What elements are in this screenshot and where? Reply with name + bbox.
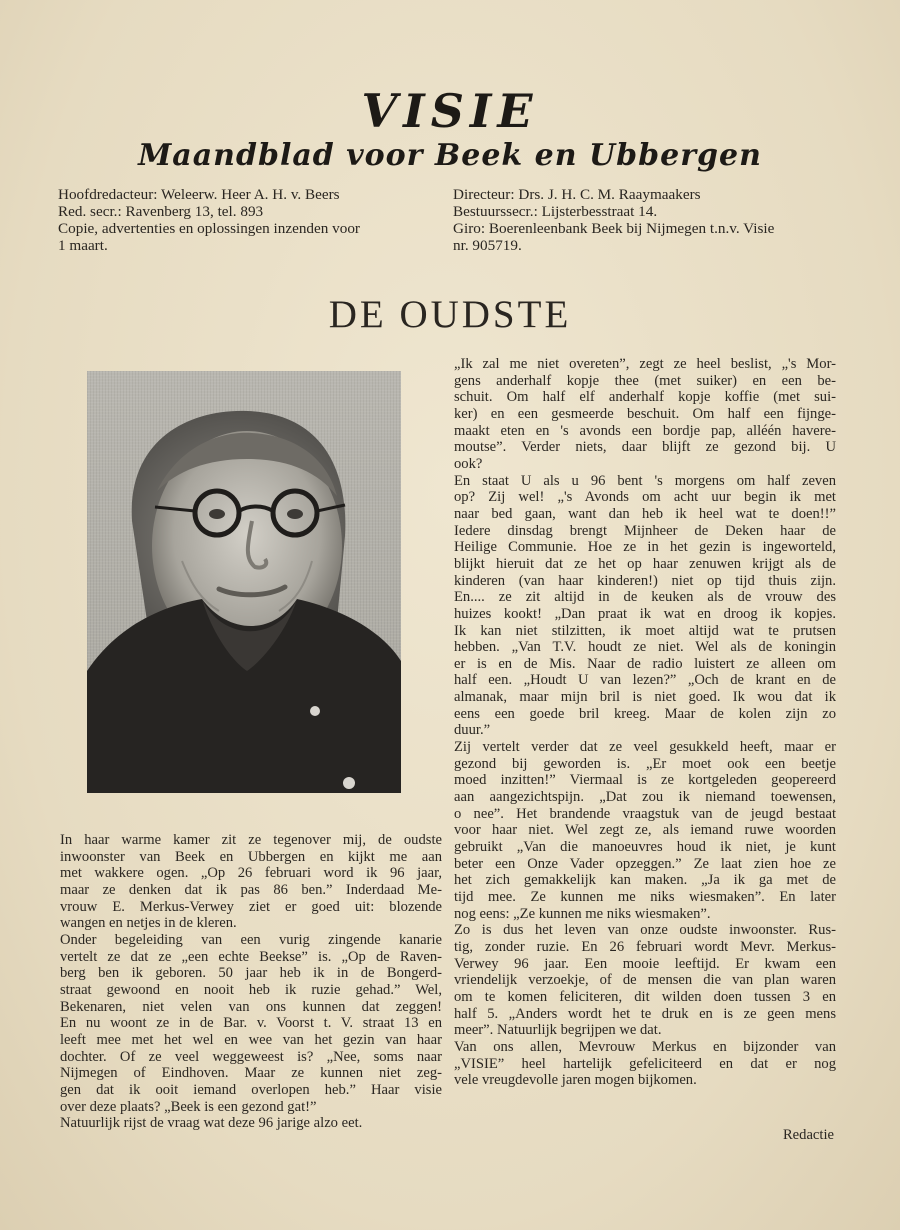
meta-line: Hoofdredacteur: Weleerw. Heer A. H. v. Beers	[58, 186, 340, 203]
text-line: En staat U als u 96 bent 's morgens om half zeven	[454, 472, 836, 489]
text-line: Natuurlijk rijst de vraag wat deze 96 jarige alzo eet.	[60, 1115, 363, 1132]
text-line: maakt eten en 's avonds een bordje pap, alléén havere-	[454, 422, 836, 439]
masthead-title: VISIE	[361, 84, 539, 138]
text-line: vriendelijk verzoekje, of de mensen die van plan waren	[454, 972, 836, 989]
portrait-illustration	[87, 371, 401, 793]
text-line: gen dat ik ooit iemand overlopen heb.” Haar visie	[60, 1081, 442, 1098]
text-line: vele vreugdevolle jaren mogen bijkomen.	[454, 1072, 697, 1089]
text-line: Van ons allen, Mevrouw Merkus en bijzonder van	[454, 1038, 836, 1055]
masthead-subtitle: Maandblad voor Beek en Ubbergen	[138, 138, 762, 173]
text-line: aan aangezichtspijn. „Dat zou ik niemand toewensen,	[454, 789, 836, 806]
text-line: Zo is dus het leven van onze oudste inwoonster. Rus-	[454, 922, 836, 939]
text-line: eens een goede bril kreeg. Maar de kolen zijn zo	[454, 705, 836, 722]
meta-line: Directeur: Drs. J. H. C. M. Raaymaakers	[453, 186, 701, 203]
text-line: huizes kookt! „Dan praat ik wat en droog ik kopjes.	[454, 605, 836, 622]
text-line: naar bed gaan, want dan heb ik heel wat te doen!!”	[454, 505, 836, 522]
portrait-photo	[87, 371, 401, 793]
text-line: moutse”. Verder niets, daar blijft ze gezond bij. U	[454, 439, 836, 456]
text-line: schuit. Om half elf anderhalf kopje koffie (met sui-	[454, 389, 836, 406]
text-line: „Ik zal me niet overeten”, zegt ze heel beslist, „'s Mor-	[454, 356, 836, 372]
text-line: blijkt hieruit dat ze het op haar zenuwen krijgt als de	[454, 555, 836, 572]
article-signature: Redactie	[782, 1127, 834, 1143]
text-line: berg ben ik geboren. 50 jaar heb ik in de Bongerd-	[60, 965, 442, 982]
text-line: beter een Onze Vader opzeggen.” Ze laat zien hoe ze	[454, 855, 836, 872]
text-line: o nee”. Het brandende vraagstuk van de jeugd bestaat	[454, 805, 836, 822]
editorial-info	[58, 186, 418, 254]
text-line: gens anderhalf kopje thee (met suiker) en een be-	[454, 372, 836, 389]
text-line: straat gewoond en nooit heb ik ruzie gehad.” Wel,	[60, 981, 442, 998]
text-line: maar ze denken dat ik pas 86 ben.” Inderdaad Me-	[60, 881, 442, 898]
text-line: wangen en netjes in de kleren.	[60, 915, 237, 932]
article-column-right	[454, 356, 836, 1089]
text-line: duur.”	[454, 722, 491, 739]
meta-line: Bestuurssecr.: Lijsterbesstraat 14.	[453, 203, 658, 220]
text-line: Nijmegen of Eindhoven. Maar ze kunnen niet zeg-	[60, 1065, 442, 1082]
text-line: En.... ze zit altijd in de keuken als de vrouw des	[454, 589, 836, 606]
text-line: Ik kan niet stilzitten, ik moet altijd wat te prutsen	[454, 622, 836, 639]
text-line: Zij vertelt verder dat ze veel gesukkeld heeft, maar er	[454, 739, 836, 756]
text-line: moed inzitten!” Viermaal is ze kortgeleden geopereerd	[454, 772, 836, 789]
article-headline: DE OUDSTE	[328, 293, 572, 336]
text-line: kinderen (van haar kinderen!) niet op tijd thuis zijn.	[454, 572, 836, 589]
text-line: tig, zonder ruzie. En 26 februari wordt Mevr. Merkus-	[454, 938, 836, 955]
text-line: over deze plaats? „Beek is een gezond gat!”	[60, 1098, 317, 1115]
text-line: ker) en een gesmeerde beschuit. Om half een fijnge-	[454, 405, 836, 422]
text-line: ook?	[454, 455, 483, 472]
text-line: om te komen feliciteren, dit wilden doen tussen 3 en	[454, 988, 836, 1005]
text-line: In haar warme kamer zit ze tegenover mij, de oudste	[60, 832, 442, 848]
meta-line: Giro: Boerenleenbank Beek bij Nijmegen t.n.v. Visie	[453, 220, 775, 237]
text-line: almanak, maar mijn bril is niet goed. Ik wou dat ik	[454, 689, 836, 706]
text-line: op? Zij wel! „'s Avonds om acht uur begin ik met	[454, 489, 836, 506]
text-line: vrouw E. Merkus-Verwey ziet er goed uit: blozende	[60, 898, 442, 915]
text-line: Onder begeleiding van een vurig zingende kanarie	[60, 931, 442, 948]
meta-line: Copie, advertenties en oplossingen inzenden voor	[58, 220, 360, 237]
text-line: tijd mee. Ze kunnen me niks wiesmaken”. En later	[454, 889, 836, 905]
publisher-info	[453, 186, 838, 254]
text-line: Bekenaren, niet velen van ons kunnen dat zeggen!	[60, 998, 442, 1015]
text-line: En nu woont ze in de Bar. v. Voorst t. V. straat 13 en	[60, 1015, 442, 1032]
text-line: leeft mee met het wel en wee van het gezin van haar	[60, 1031, 442, 1048]
text-line: gebruikt „Van die manoeuvres houd ik niet, je kunt	[454, 839, 836, 856]
text-line: voor haar niet. Wel zegt ze, als iemand ruwe woorden	[454, 822, 836, 839]
text-line: „VISIE” heel hartelijk gefeliciteerd en dat er nog	[454, 1055, 836, 1072]
text-line: Heilige Communie. Hoe ze in het gezin is ingeworteld,	[454, 539, 836, 556]
text-line: half 5. „Anders wordt het te druk en is ze geen mens	[454, 1005, 836, 1022]
meta-line: nr. 905719.	[453, 237, 522, 254]
text-line: half een. „Houdt U van lezen?” „Och de krant en de	[454, 672, 836, 689]
meta-line: 1 maart.	[58, 237, 108, 254]
text-line: Iedere dinsdag brengt Mijnheer de Deken haar de	[454, 522, 836, 539]
text-line: het zich gemakkelijk kan maken. „Ja ik ga met de	[454, 872, 836, 889]
text-line: hebben. „Van T.V. houdt ze niet. Wel als de koningin	[454, 639, 836, 656]
meta-line: Red. secr.: Ravenberg 13, tel. 893	[58, 203, 264, 220]
text-line: met wakkere ogen. „Op 26 februari word ik 96 jaar,	[60, 865, 442, 882]
text-line: vertelt ze dat ze „een echte Beekse” is. „Op de Raven-	[60, 948, 442, 965]
article-column-left	[60, 832, 442, 1132]
text-line: Verwey 96 jaar. Een mooie leeftijd. Er kwam een	[454, 955, 836, 972]
text-line: meer”. Natuurlijk begrijpen we dat.	[454, 1022, 662, 1039]
text-line: nog eens: „Ze kunnen me niks wiesmaken”.	[454, 905, 711, 922]
text-line: er is en de Mis. Naar de radio luistert ze alleen om	[454, 655, 836, 672]
text-line: gezond bij geworden is. „Er moet ook een beetje	[454, 755, 836, 772]
text-line: dochter. Of ze veel weggeweest is? „Nee, soms naar	[60, 1048, 442, 1065]
text-line: inwoonster van Beek en Ubbergen en kijkt me aan	[60, 848, 442, 865]
